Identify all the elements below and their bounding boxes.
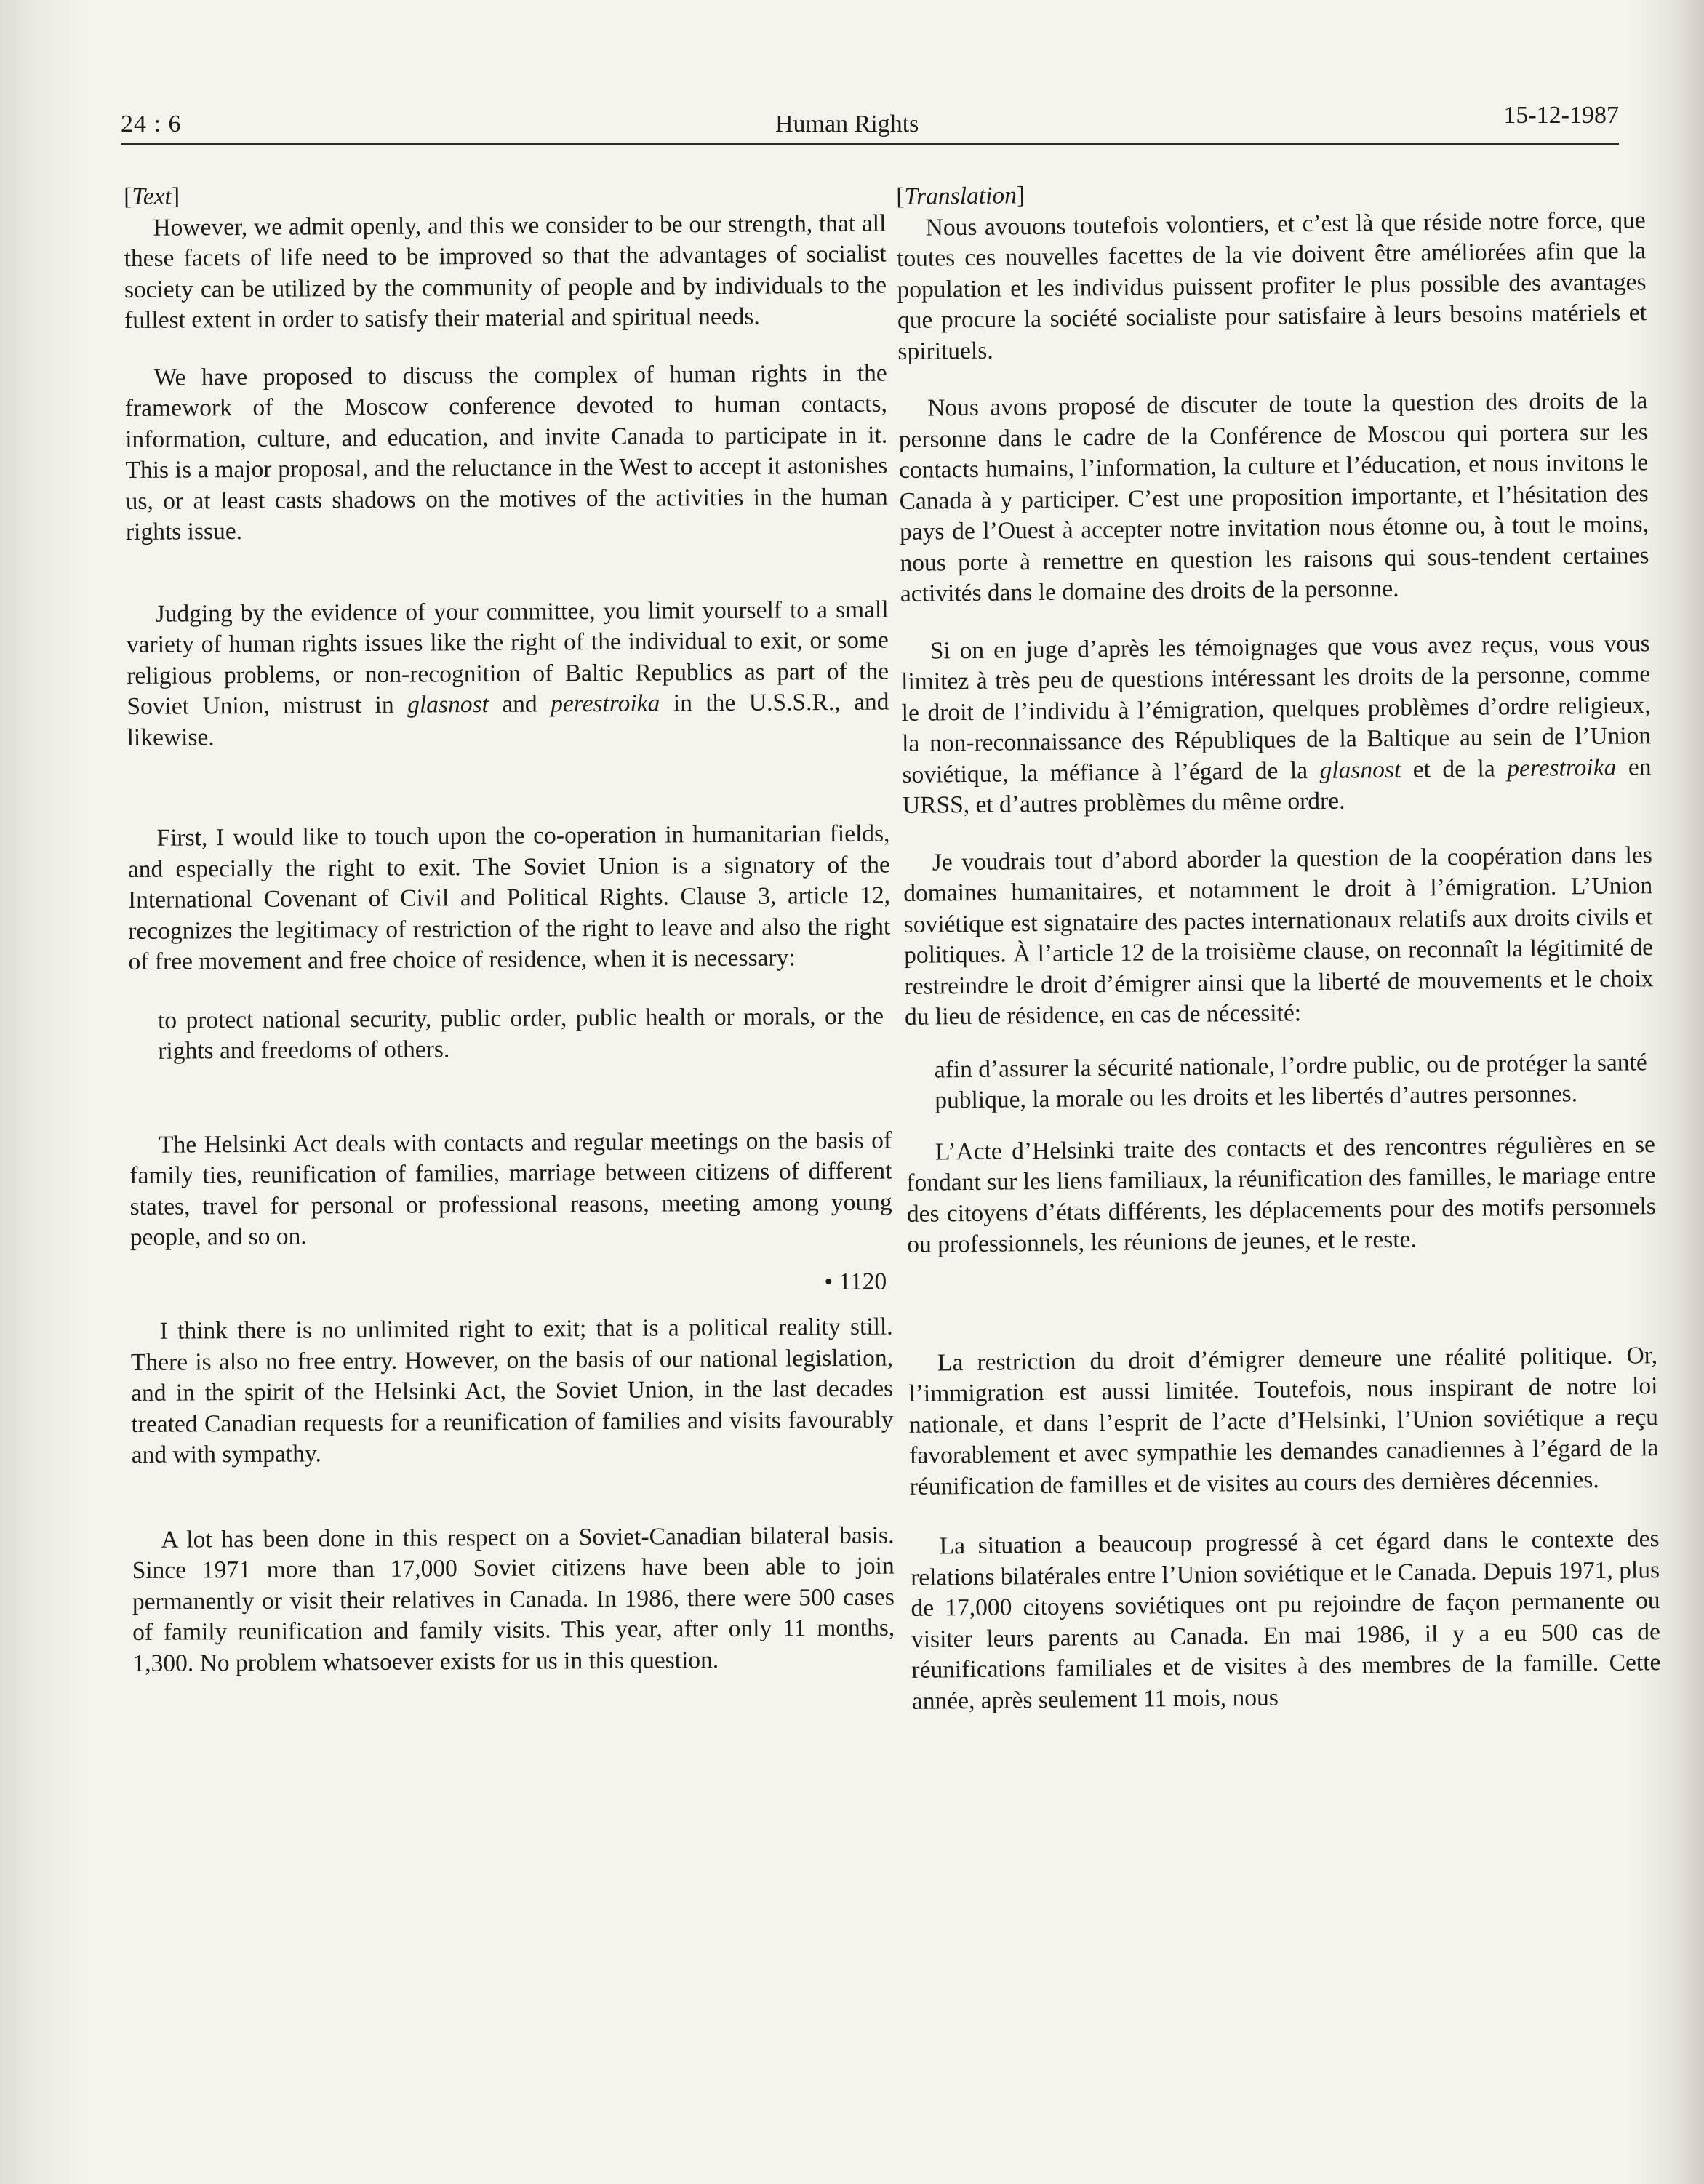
paragraph: La situation a beaucoup progressé à cet égard dans le contexte des relations bilatérales entre l’Union soviétique et le Canada. Depuis 1971, plus de 17,000 citoyens soviétiques ont pu rejoindre de façon permanente ou visiter leurs parents au Canada. En mai 1986, il y a eu 500 cas de réunifications familiales et de visites à des membres de la famille. Cette année, après seulement 11 mois, nous (910, 1525, 1661, 1715)
paragraph: A lot has been done in this respect on a Soviet-Canadian bilateral basis. Since 1971 more than 17,000 Soviet citizens have been able to join permanently or visit their relatives in Canada. In 1986, there were 500 cases of family reunification and family visits. This year, after only 11 months, 1,300. No problem whatsoever exists for us in this question. (132, 1521, 895, 1677)
paragraph: La restriction du droit d’émigrer demeure une réalité politique. Or, l’immigration est aussi limitée. Toutefois, nous inspirant de notre loi nationale, et dans l’esprit de l’acte d’Helsinki, l’Union soviétique a reçu favorablement et avec sympathie les demandes canadiennes à l’égard de la réunification de familles et de visites au cours des dernières décennies. (908, 1341, 1659, 1500)
column-label-translation: [Translation] (896, 182, 1025, 210)
paragraph: The Helsinki Act deals with contacts and regular meetings on the basis of family ties, reunification of families, marriage between citizens of different states, travel for personal or professional reasons, meeting among young people, and so on. (129, 1127, 892, 1251)
paragraph: I think there is no unlimited right to exit; that is a political reality still. There is also no free entry. However, on the basis of our national legislation, and in the spirit of the Helsinki Act, the Soviet Union, in the last decades treated Canadian requests for a reunification of families and visits favourably and with sympathy. (130, 1313, 894, 1468)
page-number: 24 : 6 (121, 111, 182, 137)
paragraph: Judging by the evidence of your committee, you limit yourself to a small variety of human rights issues like the right of the individual to exit, or some religious problems, or non-recognition of Baltic Republics as part of the Soviet Union, mistrust in glasnost and perestroika in the U.S.S.R., and likewise. (126, 596, 889, 751)
header-date: 15-12-1987 (1503, 102, 1619, 129)
paragraph: Nous avons proposé de discuter de toute la question des droits de la personne dans le cadre de la Conférence de Moscou qui portera sur les contacts humains, l’information, la culture et l’éducation, et nous invitons le Canada à y participer. C’est une proposition importante, et l’hésitation des pays de l’Ouest à accepter notre invitation nous étonne ou, à tout le moins, nous porte à remettre en question les raisons qui sous-tendent certaines activités dans le domaine des droits de la personne. (898, 387, 1649, 607)
quoted-passage: afin d’assurer la sécurité nationale, l’ordre public, ou de protéger la santé publique, la morale ou les droits et les libertés d’autres personnes. (934, 1048, 1647, 1114)
paragraph: Nous avouons toutefois volontiers, et c’est là que réside notre force, que toutes ces nouvelles facettes de la vie doivent être améliorées afin que la population et les individus puissent profiter le plus possible des avantages que procure la société socialiste pour satisfaire à leurs besoins matériels et spirituels. (896, 206, 1647, 365)
paragraph: However, we admit openly, and this we consider to be our strength, that all these facets of life need to be improved so that the advantages of socialist society can be utilized by the community of people and by individuals to the fullest extent in order to satisfy their material and spiritual needs. (124, 209, 887, 334)
french-column (896, 174, 1661, 1743)
paragraph: First, I would like to touch upon the co-operation in humanitarian fields, and especially the right to exit. The Soviet Union is a signatory of the International Covenant of Civil and Political Rights. Clause 3, article 12, recognizes the legitimacy of restriction of the right to leave and also the right of free movement and free choice of residence, when it is necessary: (127, 820, 891, 975)
english-column (124, 177, 895, 1705)
paragraph: Si on en juge d’après les témoignages que vous avez reçus, vous vous limitez à très peu de questions intéressant les droits de la personne, comme le droit de l’individu à l’émigration, quelques problèmes d’ordre religieux, la non-reconnaissance des Républiques de la Baltique au sein de l’Union soviétique, la méfiance à l’égard de la glasnost et de la perestroika en URSS, et d’autres problèmes du même ordre. (901, 629, 1652, 819)
running-title: Human Rights (775, 111, 919, 137)
quoted-passage: to protect national security, public order, public health or morals, or the rights and freedoms of others. (157, 1002, 884, 1065)
paragraph: Je voudrais tout d’abord aborder la question de la coopération dans les domaines humanitaires, et notamment le droit à l’émigration. L’Union soviétique est signataire des pactes internationaux relatifs aux droits civils et politiques. À l’article 12 de la troisième clause, on reconnaît la légitimité de restreindre le droit d’émigrer ainsi que la liberté de mouvements et le choix du lieu de résidence, en cas de nécessité: (903, 841, 1654, 1031)
column-label-text: [Text] (124, 183, 180, 210)
page-header (121, 102, 1619, 145)
paragraph: We have proposed to discuss the complex of human rights in the framework of the Moscow conference devoted to human contacts, information, culture, and education, and invite Canada to participate in it. This is a major proposal, and the reluctance in the West to accept it astonishes us, or at least casts shadows on the motives of the activities in the human rights issue. (124, 359, 888, 545)
paragraph: L’Acte d’Helsinki traite des contacts et des rencontres régulières en se fondant sur les liens familiaux, la réunification des familles, le mariage entre des citoyens d’états différents, les déplacements pour des motifs personnels ou professionnels, les réunions de jeunes, et le reste. (906, 1130, 1656, 1258)
time-marker: • 1120 (824, 1268, 887, 1295)
